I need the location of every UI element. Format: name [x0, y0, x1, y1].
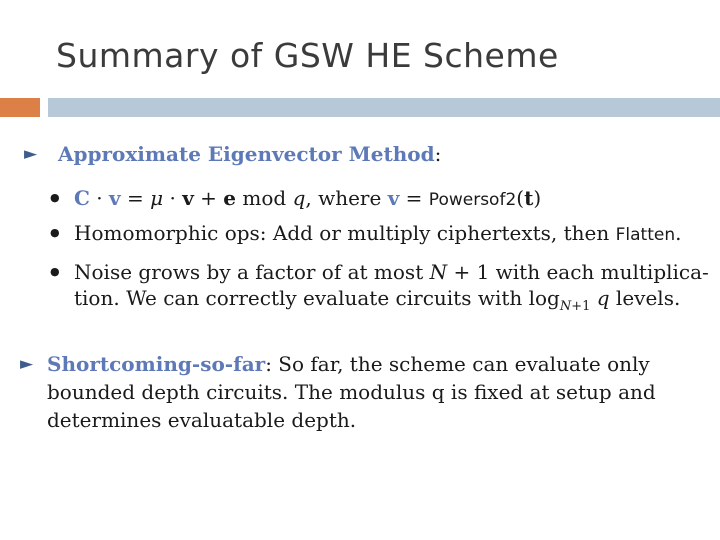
- section1-heading: Approximate Eigenvector Method: [58, 142, 435, 166]
- bullet-2-period: .: [675, 221, 682, 245]
- bullet-3-text: Noise grows by a factor of at most: [74, 260, 430, 284]
- bullet-2-body: Homomorphic ops: Add or multiply ciphertexts, then: [74, 221, 616, 245]
- eq-mod: mod: [236, 186, 293, 210]
- bullet-3-q: q: [590, 286, 610, 310]
- bullet-1-equation: [74, 184, 541, 214]
- bullet-3-text: + 1 with each multiplica-: [447, 260, 709, 284]
- triangle-right-icon: ►: [20, 354, 34, 374]
- section1-heading-line: [58, 140, 441, 168]
- section2-heading: Shortcoming-so-far: [47, 352, 266, 376]
- bullet-3-line-2: [74, 284, 680, 321]
- eq-dot: ·: [89, 186, 109, 210]
- page-title: Summary of GSW HE Scheme: [56, 36, 559, 75]
- eq-vector-v: v: [109, 186, 121, 210]
- eq-func-powersof2: Powersof2: [428, 190, 517, 210]
- bullet-2-func-flatten: Flatten: [615, 225, 676, 245]
- eq-vector-t: t: [524, 186, 534, 210]
- eq-plus: +: [193, 186, 224, 210]
- bullet-3-log-sub-n: N: [559, 299, 572, 314]
- eq-matrix-c: C: [74, 186, 90, 210]
- eq-error-e: e: [223, 186, 237, 210]
- eq-paren: (: [516, 186, 525, 210]
- eq-where: , where: [305, 186, 388, 210]
- eq-paren: ): [533, 186, 542, 210]
- eq-equals: =: [120, 186, 151, 210]
- bullet-3-log-sub-plus: +1: [571, 299, 591, 314]
- triangle-right-icon: ►: [24, 144, 38, 164]
- bullet-3-line-1: [74, 258, 709, 286]
- section2-line-1: [47, 350, 650, 378]
- eq-vector-v: v: [387, 186, 400, 210]
- bullet-2-text: [74, 219, 681, 249]
- section1-heading-colon: :: [434, 142, 442, 166]
- bullet-3-text: tion. We can correctly evaluate circuits with log: [74, 286, 560, 310]
- eq-equals: =: [399, 186, 429, 210]
- eq-q: q: [292, 186, 306, 210]
- section2-line-2: bounded depth circuits. The modulus q is fixed at setup and: [47, 380, 656, 404]
- bullet-3-text: levels.: [609, 286, 681, 310]
- title-accent-blue: [48, 98, 720, 117]
- eq-dot: ·: [163, 186, 183, 210]
- eq-mu: μ: [150, 186, 164, 210]
- section2-line-3: determines evaluatable depth.: [47, 408, 357, 432]
- eq-vector-v: v: [182, 186, 194, 210]
- bullet-3-n: N: [429, 260, 448, 284]
- filled-circle-icon: ●: [50, 191, 60, 204]
- title-accent-orange: [0, 98, 40, 117]
- filled-circle-icon: ●: [50, 265, 60, 278]
- filled-circle-icon: ●: [50, 226, 60, 239]
- section2-text: : So far, the scheme can evaluate only: [265, 352, 650, 376]
